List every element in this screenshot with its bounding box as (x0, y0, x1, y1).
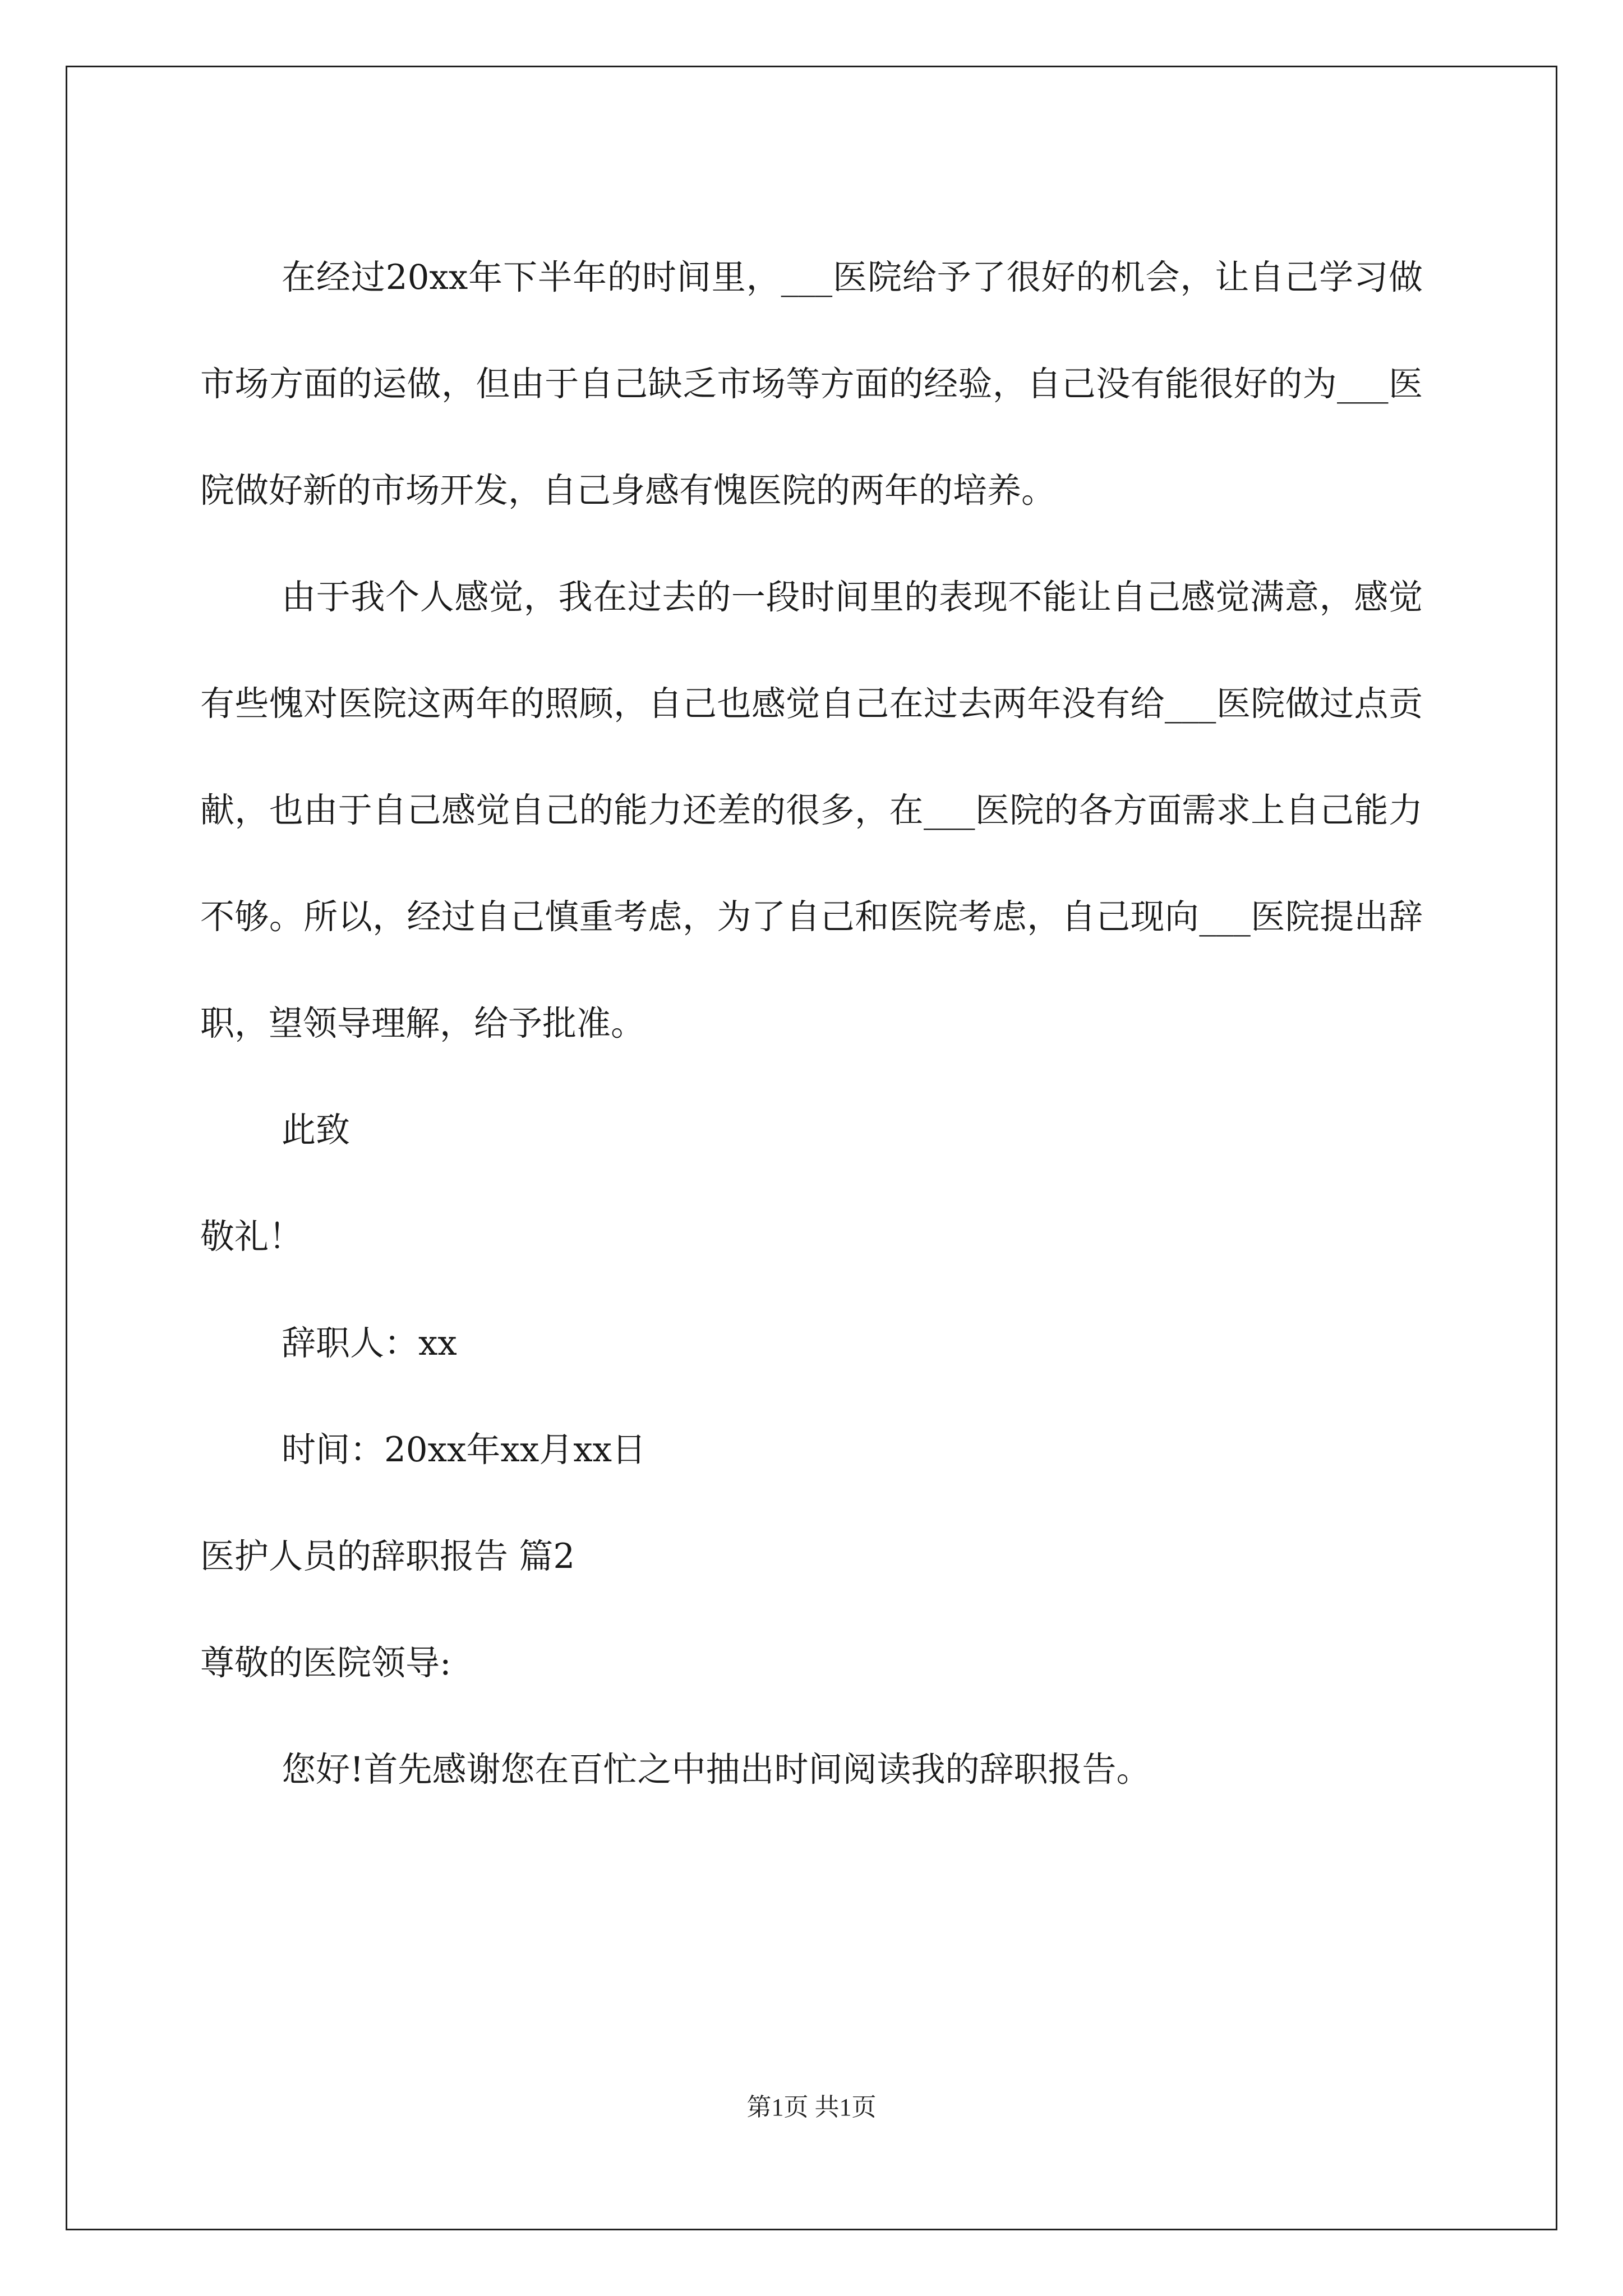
section-heading: 医护人员的辞职报告 篇2 (200, 1536, 575, 1576)
paragraph-opening: 您好!首先感谢您在百忙之中抽出时间阅读我的辞职报告。 (282, 1750, 1151, 1789)
document-body (200, 224, 1423, 1823)
paragraph-1: 在经过20xx年下半年的时间里，___医院给予了很好的机会，让自己学习做市场方面的运做，但由于自己缺乏市场等方面的经验，自己没有能很好的为___医院做好新的市场开发，自己身感有愧医院的两年的培养。 (200, 257, 1423, 510)
closing-salutation: 此致 (282, 1110, 351, 1150)
closing-regards: 敬礼！ (200, 1217, 303, 1257)
paragraph-2: 由于我个人感觉，我在过去的一段时间里的表现不能让自己感觉满意，感觉有些愧对医院这两年的照顾，自己也感觉自己在过去两年没有给___医院做过点贡献，也由于自己感觉自己的能力还差的很多，在___医院的各方面需求上自己能力不够。所以，经过自己慎重考虑，为了自己和医院考虑，自己现向___医院提出辞职，望领导理解，给予批准。 (200, 577, 1423, 1043)
date-line: 时间：20xx年xx月xx日 (282, 1430, 647, 1470)
greeting-line: 尊敬的医院领导: (200, 1643, 451, 1683)
signer-line: 辞职人：xx (282, 1323, 457, 1363)
page-number-footer: 第1页 共1页 (746, 2093, 877, 2121)
